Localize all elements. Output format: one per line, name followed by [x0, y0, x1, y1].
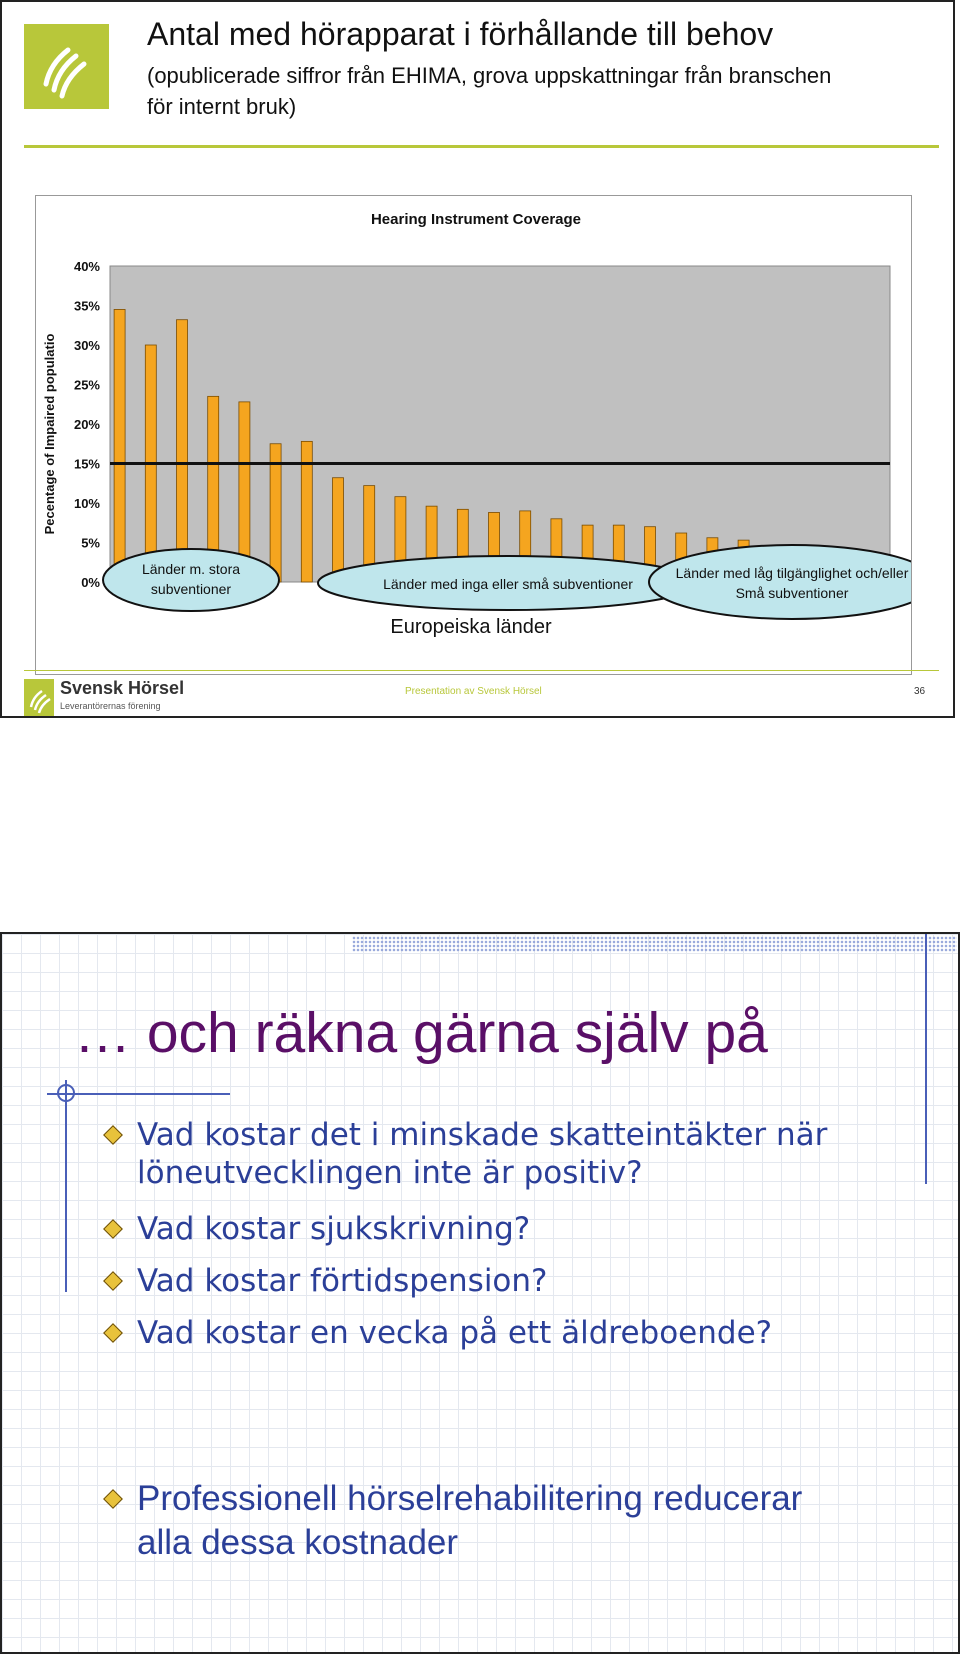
slide-title: Antal med hörapparat i förhållande till behov — [147, 16, 774, 52]
footer-divider — [24, 670, 939, 671]
slide-text — [0, 932, 960, 1654]
y-tick-label: 20% — [73, 417, 100, 432]
footer-tagline: Leverantörernas förening — [60, 701, 161, 711]
group-label: Länder m. stora — [141, 561, 241, 577]
y-tick-label: 40% — [73, 259, 100, 274]
decorative-line — [65, 1080, 67, 1292]
divider — [24, 145, 939, 148]
plot-area — [110, 266, 890, 582]
bullet-text: Vad kostar förtidspension? — [137, 1263, 548, 1299]
x-axis-label: Europeiska länder — [390, 616, 552, 638]
diamond-bullet-icon — [103, 1489, 123, 1509]
chart-frame — [35, 195, 912, 675]
decorative-dots — [352, 936, 957, 952]
slide-chart — [0, 0, 955, 718]
decorative-circle — [57, 1084, 75, 1102]
bar — [114, 309, 125, 582]
page-number: 36 — [914, 686, 926, 697]
y-tick-label: 25% — [73, 377, 100, 393]
group-label: Länder med låg tilgänglighet och/eller — [675, 565, 909, 581]
slide-subtitle: (opublicerade siffror från EHIMA, grova uppskattningar från branschen för internt bruk) — [147, 63, 832, 119]
footer-brand: Svensk Hörsel — [60, 678, 185, 698]
diamond-bullet-icon — [103, 1219, 123, 1239]
group-oval — [103, 549, 279, 611]
y-tick-label: 15% — [73, 456, 100, 472]
y-tick-label: 10% — [73, 496, 100, 511]
bullet-text: löneutvecklingen inte är positiv? — [137, 1155, 643, 1191]
y-tick-label: 5% — [81, 535, 100, 551]
y-tick-label: 35% — [73, 298, 100, 314]
slide-title: … och räkna gärna själv på — [74, 1001, 768, 1065]
y-tick-label: 0% — [81, 575, 100, 590]
bullet-text: alla dessa kostnader — [137, 1523, 459, 1562]
group-label: subventioner — [150, 581, 232, 597]
bar-chart — [36, 196, 911, 674]
diamond-bullet-icon — [103, 1125, 123, 1145]
chart-title: Hearing Instrument Coverage — [370, 211, 582, 228]
bullet-text: Professionell hörselrehabilitering reducerar — [137, 1479, 803, 1518]
bullet-text: Vad kostar det i minskade skatteintäkter när — [137, 1117, 828, 1153]
bullet-text: Vad kostar sjukskrivning? — [137, 1211, 531, 1247]
bar — [333, 478, 344, 582]
diamond-bullet-icon — [103, 1323, 123, 1343]
y-tick-label: 30% — [73, 338, 100, 353]
bar — [177, 320, 188, 582]
group-label: Små subventioner — [735, 585, 849, 601]
group-label: Länder med inga eller små subventioner — [383, 576, 633, 592]
bullet-text: Vad kostar en vecka på ett äldreboende? — [137, 1315, 773, 1351]
footer-presentation: Presentation av Svensk Hörsel — [405, 686, 542, 697]
group-oval — [649, 545, 911, 619]
y-axis-label: Pecentage of Impaired populatio — [42, 333, 57, 535]
svensk-horsel-logo — [24, 24, 109, 109]
decorative-line — [925, 934, 927, 1184]
diamond-bullet-icon — [103, 1271, 123, 1291]
footer-logo — [24, 679, 54, 716]
